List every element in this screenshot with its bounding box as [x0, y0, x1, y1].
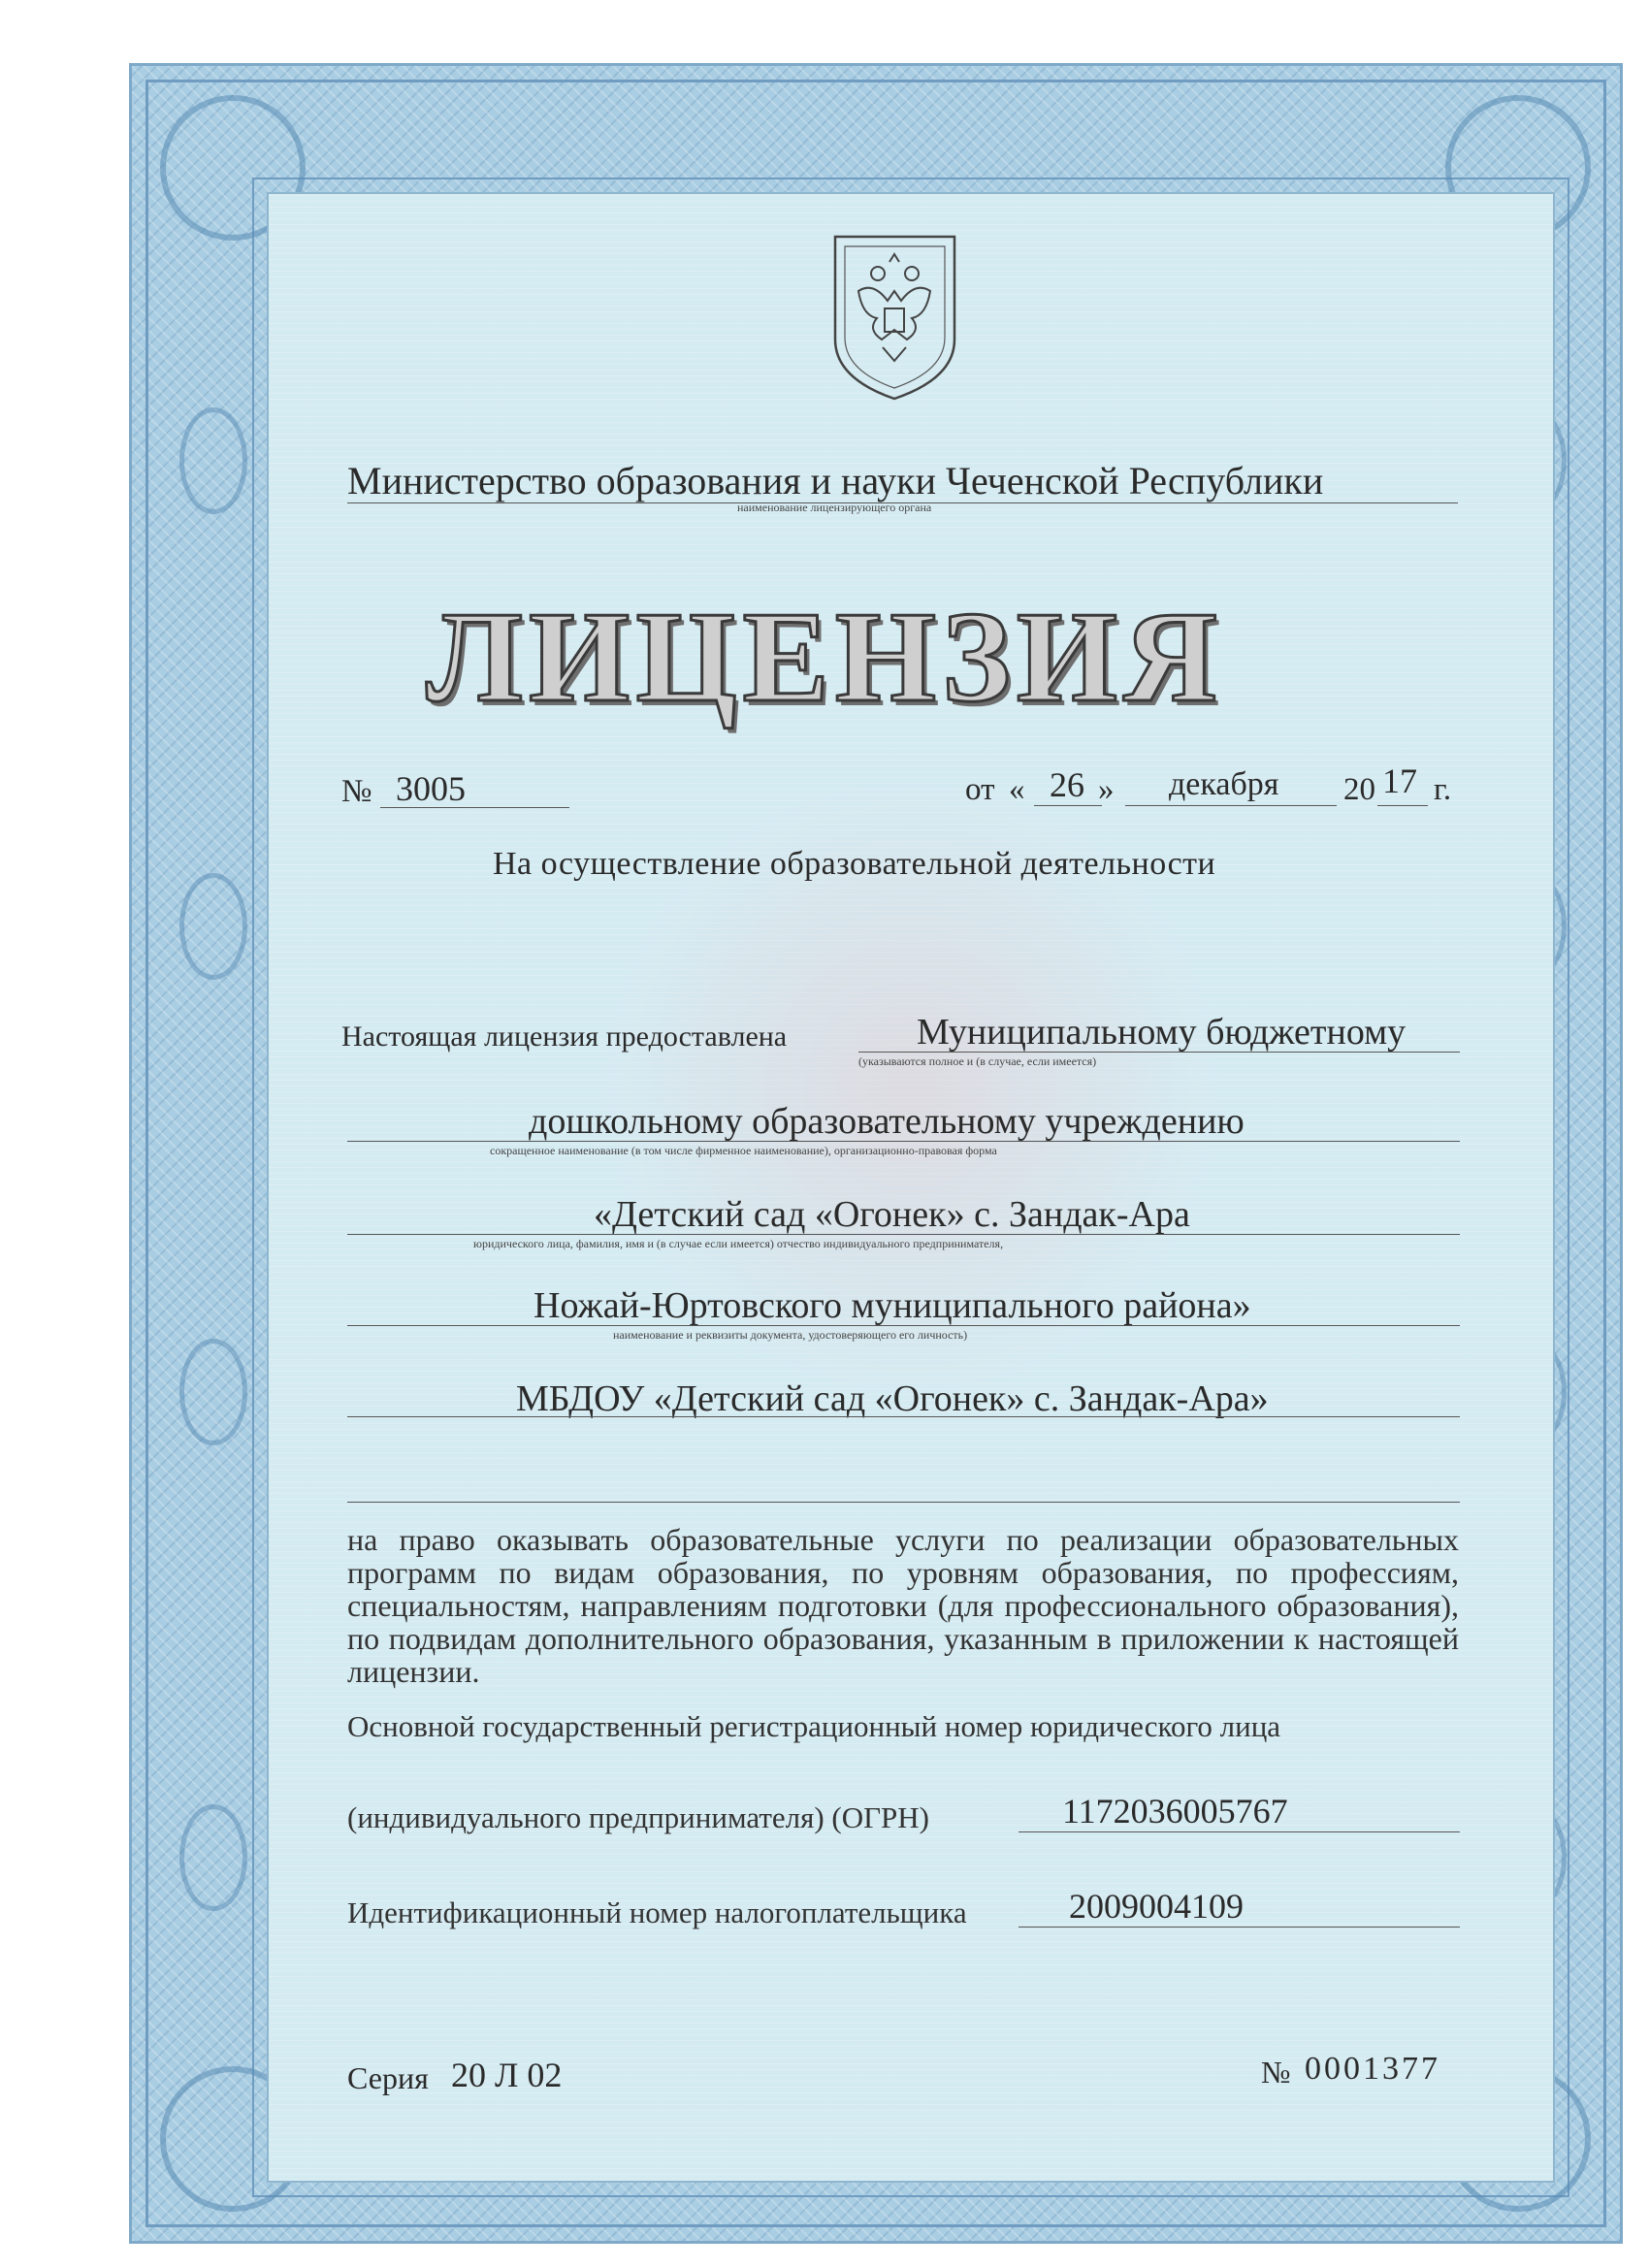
license-number-prefix: №	[341, 774, 372, 809]
side-ornament-left-1	[179, 407, 247, 514]
series-value: 20 Л 02	[451, 2056, 563, 2094]
document-title: ЛИЦЕНЗИЯ	[426, 585, 1223, 729]
ogrn-label-line-2: (индивидуального предпринимателя) (ОГРН)	[347, 1800, 930, 1834]
form-number-value: 0001377	[1305, 2051, 1440, 2087]
licensee-line-4: Ножай-Юртовского муниципального района»	[534, 1285, 1251, 1326]
inn-label: Идентификационный номер налогоплательщика	[347, 1895, 967, 1929]
licensee-caption-3: юридического лица, фамилия, имя и (в случае если имеется) отчество индивидуального предпринимателя,	[473, 1237, 1004, 1250]
date-year-suffix: 17	[1382, 761, 1417, 800]
authority-caption: наименование лицензирующего органа	[737, 501, 932, 514]
date-year-underline	[1377, 805, 1428, 806]
licensee-underline-3	[347, 1234, 1460, 1235]
licensee-line-1: Муниципальному бюджетному	[917, 1012, 1406, 1053]
licensee-underline-6	[347, 1502, 1460, 1503]
license-number-value: 3005	[396, 769, 466, 808]
date-from-label: от	[965, 772, 995, 807]
date-month-underline	[1125, 805, 1337, 806]
date-year-label: г.	[1434, 772, 1452, 807]
ogrn-value: 1172036005767	[1062, 1792, 1288, 1831]
licensee-underline-2	[347, 1141, 1460, 1142]
licensee-underline-4	[347, 1325, 1460, 1326]
licensee-underline-5	[347, 1416, 1460, 1417]
licensee-line-3: «Детский сад «Огонек» с. Зандак-Ара	[594, 1194, 1190, 1235]
date-day-underline	[1034, 805, 1102, 806]
russian-coat-of-arms-icon	[829, 233, 960, 403]
date-day: 26	[1050, 765, 1084, 804]
side-ornament-left-3	[179, 1339, 247, 1445]
licensee-caption-2: сокращенное наименование (в том числе фирменное наименование), организационно-правовая форма	[490, 1144, 997, 1157]
form-number-prefix: №	[1261, 2055, 1291, 2090]
licensing-authority-name: Министерство образования и науки Чеченской Республики	[347, 459, 1324, 502]
inn-value: 2009004109	[1069, 1887, 1244, 1926]
date-month: декабря	[1169, 766, 1279, 802]
granted-to-label: Настоящая лицензия предоставлена	[341, 1021, 788, 1053]
licensee-caption-4: наименование и реквизиты документа, удостоверяющего его личность)	[613, 1328, 968, 1342]
licensee-short-name: МБДОУ «Детский сад «Огонек» с. Зандак-Ара»	[516, 1378, 1269, 1419]
date-open-quote: «	[1009, 772, 1025, 807]
license-rights-paragraph: на право оказывать образовательные услуги по реализации образовательных программ по видам образования, по уровням образования, по профессиям, специальностям, направлениям подготовки (для профессионального образования), по подвидам дополнительного образования, указанным в приложении к настоящей лицензии.	[347, 1522, 1459, 1689]
licensee-underline-1	[858, 1052, 1460, 1053]
side-ornament-left-2	[179, 873, 247, 980]
side-ornament-left-4	[179, 1804, 247, 1911]
inn-underline	[1018, 1927, 1460, 1928]
date-close-quote: »	[1098, 772, 1115, 807]
series-label: Серия	[347, 2060, 429, 2095]
licensee-caption-1: (указываются полное и (в случае, если имеется)	[858, 1054, 1097, 1068]
ogrn-underline	[1018, 1831, 1460, 1832]
ogrn-label-line-1: Основной государственный регистрационный номер юридического лица	[347, 1709, 1281, 1743]
date-year-prefix: 20	[1343, 772, 1375, 807]
licensee-line-2: дошкольному образовательному учреждению	[529, 1101, 1245, 1142]
license-purpose: На осуществление образовательной деятельности	[493, 846, 1216, 882]
license-number-underline	[380, 807, 569, 808]
